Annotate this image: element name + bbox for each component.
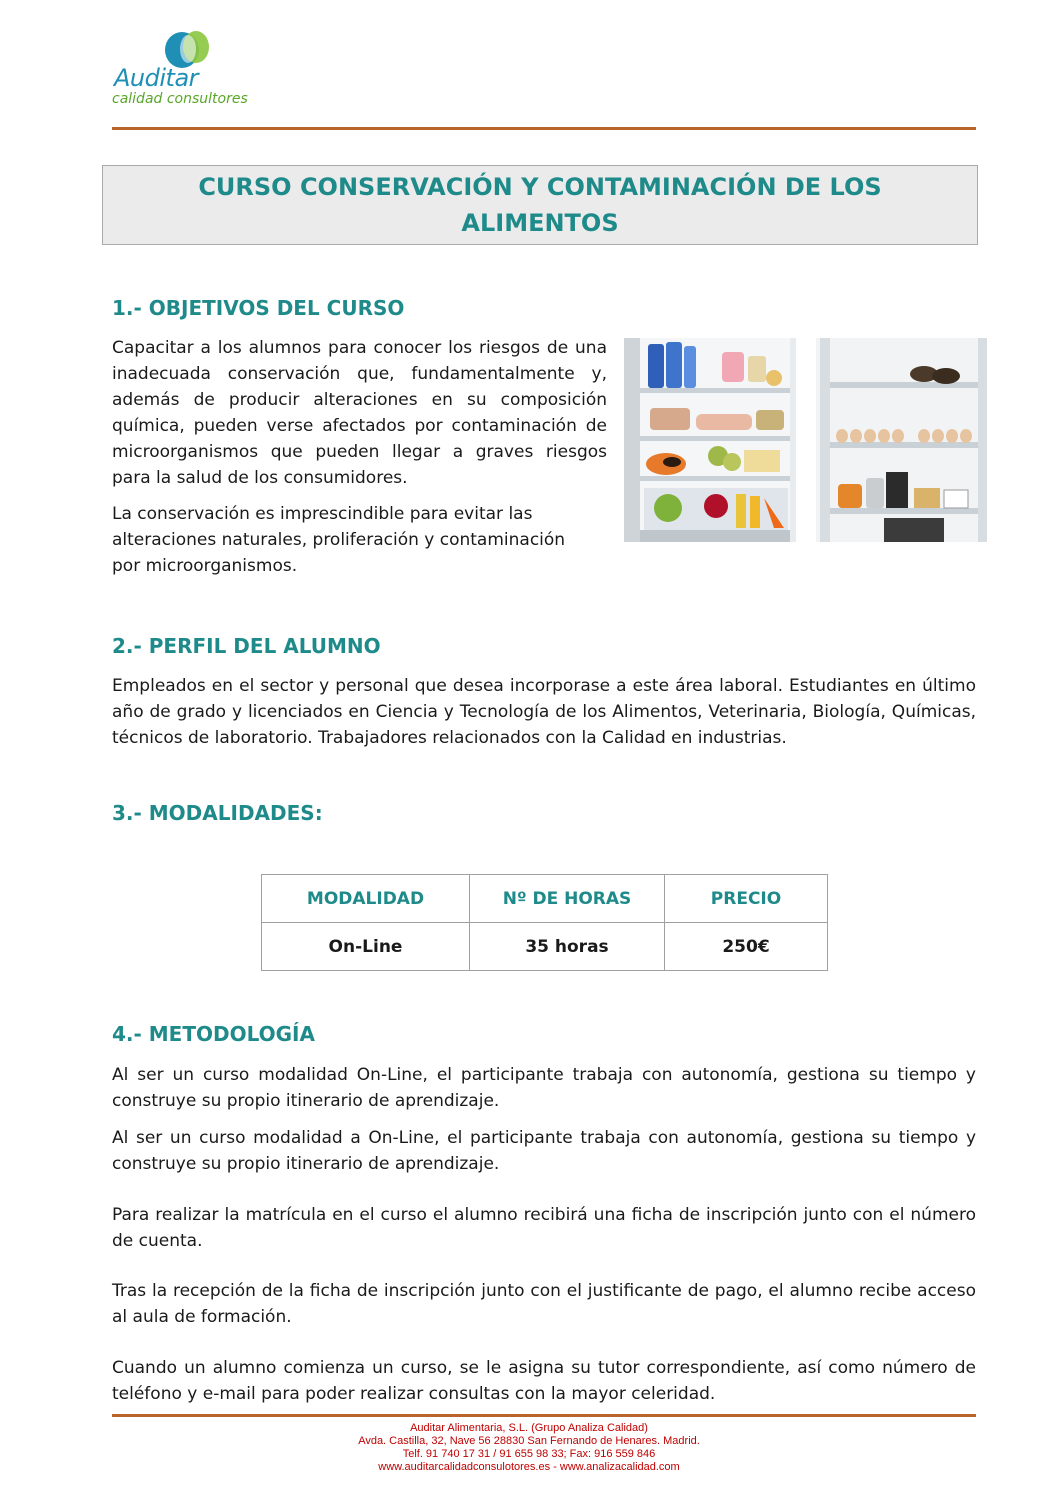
footer-websites: www.auditarcalidadconsulotores.es - www.analizacalidad.com: [378, 1461, 680, 1473]
section-modalidades-heading: 3.- MODALIDADES:: [112, 801, 323, 825]
table-cell-modalidad: On-Line: [262, 923, 470, 971]
modalidades-table: [261, 874, 828, 971]
metodologia-paragraph-5: Cuando un alumno comienza un curso, se le asigna su tutor correspondiente, así como número de teléfono y e-mail para poder realizar consultas con la mayor celeridad.: [112, 1358, 976, 1404]
header-rule: [112, 127, 976, 130]
table-header-precio: PRECIO: [665, 875, 828, 923]
metodologia-paragraph-2: Al ser un curso modalidad a On-Line, el participante trabaja con autonomía, gestiona su tiempo y construye su propio itinerario de aprendizaje.: [112, 1128, 976, 1174]
footer-company: Auditar Alimentaria, S.L. (Grupo Analiza Calidad): [410, 1422, 648, 1434]
perfil-paragraph: Empleados en el sector y personal que desea incorporase a este área laboral. Estudiantes en último año de grado y licenciados en Ciencia y Tecnología de los Alimentos, Veterinaria, Biología, Químicas, técnicos de laboratorio. Trabajadores relacionados con la Calidad en industrias.: [112, 676, 976, 748]
metodologia-paragraph-4: Tras la recepción de la ficha de inscripción junto con el justificante de pago, el alumno recibe acceso al aula de formación.: [112, 1281, 976, 1327]
fridge-photo: [624, 338, 987, 542]
table-cell-horas: 35 horas: [470, 923, 665, 971]
metodologia-paragraph-1: Al ser un curso modalidad On-Line, el participante trabaja con autonomía, gestiona su tiempo y construye su propio itinerario de aprendizaje.: [112, 1065, 976, 1111]
table-header-horas: Nº DE HORAS: [470, 875, 665, 923]
section-metodologia-heading: 4.- METODOLOGÍA: [112, 1022, 315, 1046]
table-row: [262, 923, 828, 971]
title-box: [102, 165, 978, 245]
page-title: CURSO CONSERVACIÓN Y CONTAMINACIÓN DE LOS ALIMENTOS: [198, 173, 882, 237]
table-cell-precio: 250€: [665, 923, 828, 971]
footer-rule: [112, 1414, 976, 1417]
footer-phone: Telf. 91 740 17 31 / 91 655 98 33; Fax: 916 559 846: [402, 1448, 656, 1460]
logo-tagline: calidad consultores: [112, 91, 248, 107]
objetivos-paragraph-1: Capacitar a los alumnos para conocer los riesgos de una inadecuada conservación que, fundamentalmente y, además de producir alteraciones en su composición química, pueden verse afectados por contaminación de microorganismos que pueden llegar a graves riesgos para la salud de los consumidores.: [112, 338, 607, 488]
section-objetivos-heading: 1.- OBJETIVOS DEL CURSO: [112, 296, 405, 320]
table-header-row: [262, 875, 828, 923]
footer-address: Avda. Castilla, 32, Nave 56 28830 San Fernando de Henares. Madrid.: [358, 1435, 700, 1447]
section-perfil-heading: 2.- PERFIL DEL ALUMNO: [112, 634, 381, 658]
objetivos-paragraph-2: La conservación es imprescindible para evitar las alteraciones naturales, proliferación y contaminación por microorganismos.: [112, 504, 566, 576]
table-header-modalidad: MODALIDAD: [262, 875, 470, 923]
logo-name: Auditar: [114, 64, 199, 92]
metodologia-paragraph-3: Para realizar la matrícula en el curso el alumno recibirá una ficha de inscripción junto con el número de cuenta.: [112, 1205, 976, 1251]
